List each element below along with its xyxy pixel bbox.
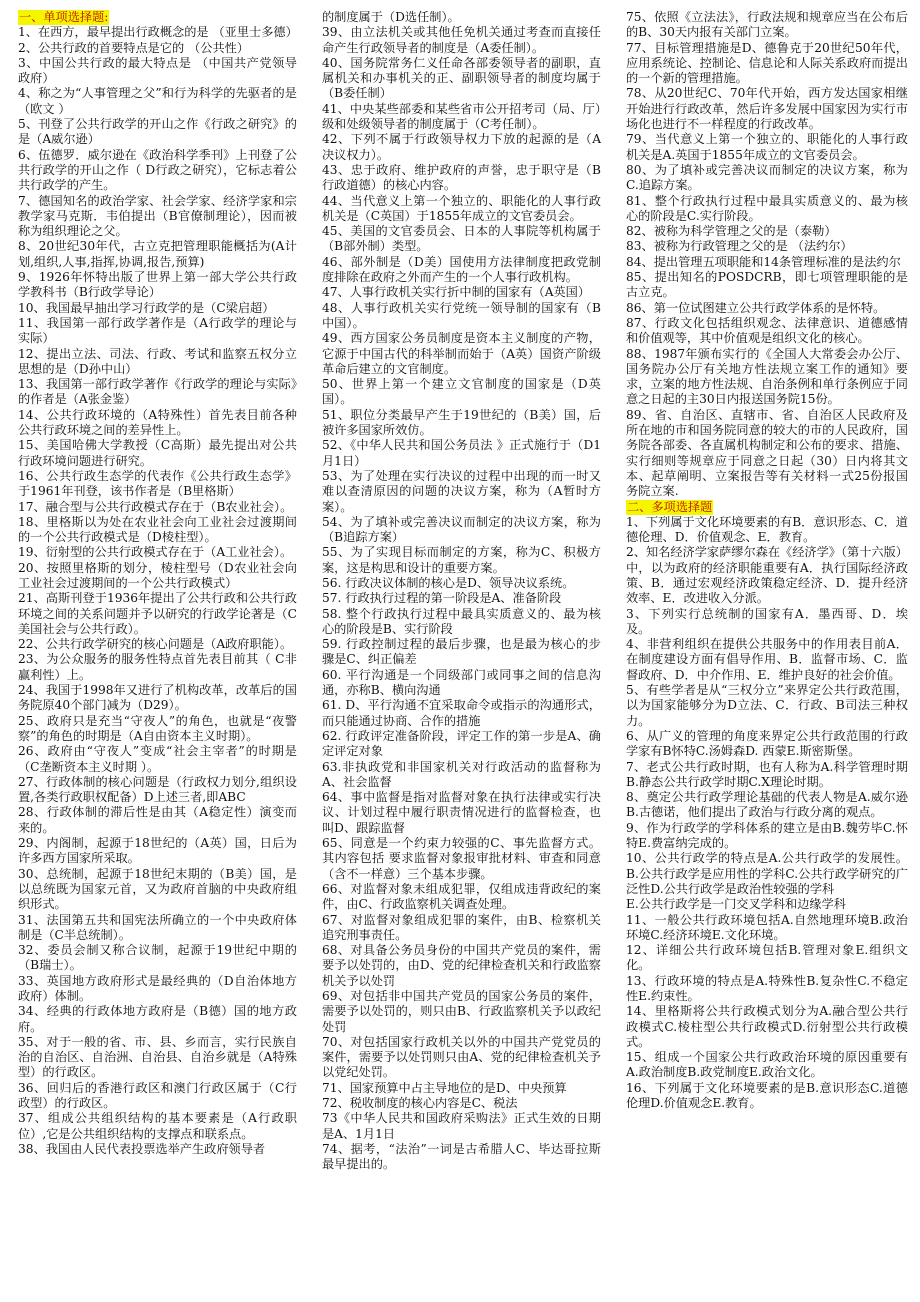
question-item: 12、详细公共行政环境包括B.管理对象E.组织文化。 (626, 943, 908, 973)
question-item: 4、称之为“人事管理之父”和行为科学的先驱者的是 （欧文 ） (18, 86, 297, 116)
question-item: 81、整个行政执行过程中最具实质意义的、最为核心的阶段是C.实行阶段。 (626, 193, 908, 223)
question-item: 21、高斯刊登于1936年提出了公共行政和公共行政环境之间的关系问题并予以研究的行政学论著是（C美国社会与公共行政）。 (18, 591, 297, 636)
question-item: 33、英国地方政府形式是最经典的（D自治体地方政府）体制。 (18, 973, 297, 1003)
section-heading (626, 500, 908, 515)
question-item: 11、一般公共行政环境包括A.自然地理环境B.政治环境C.经济环境E.文化环境。 (626, 912, 908, 942)
question-item: 67、对监督对象组成犯罪的案件，由B、检察机关追究刑事责任。 (322, 912, 601, 942)
question-item: 37、组成公共组织结构的基本要素是（A行政职位）,它是公共组织结构的支撑点和联系点。 (18, 1111, 297, 1141)
question-item: 77、目标管理措施是D、德鲁克于20世纪50年代，应用系统论、控制论、信息论和人际关系政府而提出的一个新的管理措施。 (626, 40, 908, 86)
question-item: 54、为了填补或完善决议而制定的决议方案，称为（B追踪方案） (322, 514, 601, 545)
column-3 (626, 10, 908, 1111)
question-item: 80、为了填补或完善决议而制定的决议方案，称为C.追踪方案。 (626, 162, 908, 193)
question-item: 13、行政环境的特点是A.特殊性B.复杂性C.不稳定性E.约束性。 (626, 973, 908, 1003)
question-item: 88、1987年颁布实行的《全国人大常委会办公厅、国务院办公厅有关地方性法规立案工作的通知》要求，立案的地方性法规、自治条例和单行条例应于同意之日起的主30日内报送国务院15份。 (626, 346, 908, 407)
question-item: E.公共行政学是一门交叉学科和边缘学科 (626, 897, 846, 912)
question-item: 43、忠于政府、维护政府的声誉，忠于职守是（B行政道德）的核心内容。 (322, 162, 601, 193)
question-item: 10、公共行政学的特点是A.公共行政学的发展性。B.公共行政学是应用性的学科C.公共行政学研究的广泛性D.公共行政学是政治性较强的学科 (626, 851, 908, 896)
question-item: 19、衍射型的公共行政模式存在于（A工业社会）。 (18, 545, 293, 560)
question-item: 66、对监督对象未组成犯罪，仅组成违背政纪的案件，由C、行政监察机关调查处理。 (322, 881, 601, 912)
question-item: 26、政府由“守夜人”变成“社会主宰者”的时期是（C垄断资本主义时期 ）。 (18, 744, 297, 774)
question-item: 29、内阁制，起源于18世纪的（A英）国，日后为许多西方国家所采取。 (18, 836, 297, 866)
question-item: 32、委员会制又称合议制，起源于19世纪中期的（B瑞士）。 (18, 943, 297, 973)
question-item: 56. 行政决议体制的核心是D、领导决议系统。 (322, 575, 575, 590)
question-item: 31、法国第五共和国宪法所确立的一个中央政府体制是（C半总统制）。 (18, 912, 297, 942)
question-item: 52、《中华人民共和国公务员法 》正式施行于（D1月1日） (322, 438, 601, 468)
question-item: 72、税收制度的核心内容是C、税法 (322, 1096, 518, 1111)
question-item: 82、被称为科学管理之父的是（泰勒） (626, 224, 837, 239)
question-item: 50、世界上第一个建立文官制度的国家是（D英国）。 (322, 377, 601, 407)
question-item: 71、国家预算中占主导地位的是D、中央预算 (322, 1080, 567, 1095)
column-2 (322, 10, 601, 1173)
section-heading-label: 一、单项选择题: (19, 10, 109, 24)
question-item: 62. 行政评定准备阶段，评定工作的第一步是A、确定评定对象 (322, 728, 601, 759)
question-item: 73《中华人民共和国政府采购法》正式生效的日期是A、1月1日 (322, 1111, 601, 1141)
column-1 (18, 10, 297, 1157)
question-item: 59. 行政控制过程的最后步骤，也是最为核心的步骤是C、纠正偏差 (322, 637, 601, 667)
question-item: 53、为了处理在实行决议的过程中出现的而一时又难以查清原因的问题的决议方案，称为（A暂时方案）。 (322, 468, 601, 514)
question-item: 58. 整个行政执行过程中最具实质意义的、最为核心的阶段是B、实行阶段 (322, 606, 601, 636)
question-item: 9、作为行政学的学科体系的建立是由B.魏劳毕C.怀特E.费富纳完成的。 (626, 820, 908, 851)
question-item: 84、提出管理五项职能和14条管理标准的是法约尔 (626, 254, 901, 269)
question-item: 24、我国于1998年又进行了机构改革，改革后的国务院原40个部门减为（D29）。 (18, 683, 297, 713)
question-item: 7、老式公共行政时期，也有人称为A.科学管理时期B.静态公共行政学时期C.X理论时期。 (626, 759, 908, 789)
question-item: 7、德国知名的政治学家、社会学家、经济学家和宗教学家马克斯．韦伯提出（B官僚制理论），因而被称为组织理论之父。 (18, 193, 297, 239)
question-item: 22、公共行政学研究的核心问题是（A政府职能）。 (18, 637, 293, 652)
question-item: 55、为了实现目标而制定的方案，称为C、积极方案，这是构思和设计的重要方案。 (322, 545, 601, 575)
question-item: 28、行政体制的滞后性是由其（A稳定性）演变而来的。 (18, 805, 297, 835)
question-item: 83、被称为行政管理之父的是 （法约尔） (626, 239, 853, 254)
question-item: 25、政府只是充当“守夜人”的角色，也就是“夜警察”的角色的时期是（A自由资本主义时期）。 (18, 713, 297, 743)
question-item: 60. 平行沟通是一个同级部门或同事之间的信息沟通，亦称B、横向沟通 (322, 667, 601, 698)
question-item: 8、20世纪30年代，古立克把管理职能概括为(A计划,组织,人事,指挥,协调,报告,预算) (18, 239, 297, 269)
section-heading-label: 二、多项选择题 (627, 499, 713, 514)
question-item: 39、由立法机关或其他任免机关通过考查而直接任命产生行政领导者的制度是（A委任制）。 (322, 25, 601, 55)
question-item: 48、人事行政机关实行党统一领导制的国家有（B中国）。 (322, 300, 601, 330)
section-heading (18, 10, 297, 25)
question-item: 45、美国的文官委员会、日本的人事院等机构属于（B部外制）类型。 (322, 224, 601, 254)
question-item: 4、非营利组织在提供公共服务中的作用表目前A．在制度建设方面有倡导作用、B．监督市场、C．监督政府、D．中介作用、E．维护良好的社会价值。 (626, 637, 908, 682)
question-item: 65、同意是一个约束力较强的C、事先监督方式。其内容包括 要求监督对象报审批材料、审查和同意（含不一样意）三个基本步骤。 (322, 836, 601, 881)
question-item: 12、提出立法、司法、行政、考试和监察五权分立思想的是（D孙中山） (18, 346, 297, 376)
question-item: 9、1926年怀特出版了世界上第一部大学公共行政学教科书（B行政学导论） (18, 270, 297, 300)
question-item: 89、省、自治区、直辖市、省、自治区人民政府及所在地的市和国务院同意的较大的市的人民政府，国务院各部委、各直属机构制定和公布的要求、措施、实行细则等规章应于同意之日起（30）日内将其文本、起草阐明、立案报告等有关材料一式25份报国务院立案. (626, 407, 908, 499)
question-item: 69、对包括非中国共产党员的国家公务员的案件，需要予以处罚的，则只由B、行政监察机关予以政纪处罚 (322, 989, 601, 1034)
question-item: 34、经典的行政体地方政府是（B德）国的地方政府。 (18, 1004, 297, 1034)
question-item: 14、公共行政环境的（A特殊性）首先表目前各种公共行政环境之间的差异性上。 (18, 407, 297, 438)
question-item: 的制度属于（D选任制）。 (322, 10, 460, 24)
question-item: 68、对具备公务员身份的中国共产党员的案件，需要予以处罚的，由D、党的纪律检查机关和行政监察机关予以处罚 (322, 943, 601, 988)
question-item: 16、下列属于文化环境要素的是B.意识形态C.道德伦理D.价值观念E.教育。 (626, 1080, 908, 1111)
question-item: 64、事中监督是指对监督对象在执行法律或实行决议、计划过程中履行职责情况进行的监督检查，也叫D、跟踪监督 (322, 790, 601, 835)
question-item: 20、按照里格斯的划分，棱柱型号（D农业社会向工业社会过渡期间的一个公共行政模式） (18, 560, 297, 590)
question-item: 49、西方国家公务员制度是资本主义制度的产物，它源于中国古代的科举制而始于（A英）国资产阶级革命后建立的文官制度。 (322, 331, 601, 376)
question-item: 8、奠定公共行政学理论基础的代表人物是A.威尔逊B.古德诺，他们提出了政治与行政分离的观点。 (626, 790, 908, 820)
question-item: 78、从20世纪C、70年代开始，西方发达国家相继开始进行行政改革，然后许多发展中国家因为实行市场化也进行不一样程度的行政改革。 (626, 86, 908, 132)
question-item: 36、回归后的香港行政区和澳门行政区属于（C行政型）的行政区。 (18, 1080, 297, 1111)
question-item: 1、下列属于文化环境要素的有B．意识形态、C．道德伦理、D．价值观念、E．教育。 (626, 514, 908, 545)
question-item: 13、我国第一部行政学著作《行政学的理论与实际》的作者是（A张金鉴） (18, 377, 297, 407)
question-item: 15、组成一个国家公共行政政治环境的原因重要有A.政治制度B.政党制度E.政治文化。 (626, 1050, 908, 1080)
question-item: 17、融合型与公共行政模式存在于（B农业社会）。 (18, 499, 293, 514)
question-item: 46、部外制是（D美）国使用方法律制度把政党制度排除在政府之外而产生的一个人事行政机构。 (322, 254, 601, 285)
question-item: 5、有些学者是从“三权分立”来界定公共行政范围，以为国家能够分为D立法、C．行政、B司法三种权力。 (626, 683, 908, 728)
question-item: 61. D、平行沟通不宜采取命令或指示的沟通形式，而只能通过协商、合作的措施 (322, 698, 601, 728)
question-item: 14、里格斯将公共行政模式划分为A.融合型公共行政模式C.棱柱型公共行政模式D.衍射型公共行政模式。 (626, 1004, 908, 1049)
question-item: 75、依照《立法法》，行政法规和规章应当在公布后的B、30天内报有关部门立案。 (626, 10, 908, 40)
question-item: 86、第一位试图建立公共行政学体系的是怀特。 (626, 300, 886, 315)
question-item: 42、下列不属于行政领导权力下放的起源的是（A决议权力）。 (322, 132, 601, 162)
question-item: 70、对包括国家行政机关以外的中国共产党党员的案件，需要予以处罚则只由A、党的纪律检查机关予以党纪处罚。 (322, 1034, 601, 1080)
question-item: 35、对于一般的省、市、县、乡而言，实行民族自治的自治区、自治洲、自治县、自治乡就是（A特殊型）的行政区。 (18, 1034, 297, 1080)
question-item: 2、公共行政的首要特点是它的 （公共性） (18, 40, 250, 55)
question-item: 87、行政文化包括组织观念、法律意识、道德感情和价值观等，其中价值观是组织文化的核心。 (626, 315, 908, 346)
question-item: 1、在西方，最早提出行政概念的是 （亚里士多德） (18, 25, 298, 40)
question-item: 23、为公众服务的服务性特点首先表目前其（ C非赢利性）上。 (18, 652, 297, 682)
question-item: 2、知名经济学家萨缪尔森在《经济学》（第十六版）中，以为政府的经济职能重要有A．执行国际经济政策、B．通过宏观经济政策稳定经济、D．提升经济效率、E．改进收入分派。 (626, 545, 908, 606)
question-item: 85、提出知名的POSDCRB，即七项管理职能的是古立克。 (626, 270, 908, 300)
question-item: 44、当代意义上第一个独立的、职能化的人事行政机关是（C英国）于1855年成立的文官委员会。 (322, 193, 601, 223)
question-item: 6、从广义的管理的角度来界定公共行政范围的行政学家有B怀特C.汤姆森D. 西蒙E.斯密斯堡。 (626, 728, 908, 759)
question-item: 10、我国最早抽出学习行政学的是（C梁启超） (18, 300, 275, 315)
question-item: 16、公共行政生态学的代表作《公共行政生态学》于1961年刊登，该书作者是（B里格斯） (18, 468, 297, 499)
question-item: 38、我国由人民代表投票选举产生政府领导者 (18, 1141, 266, 1156)
question-item: 74、据考，“法治”一词是古希腊人C、毕达哥拉斯最早提出的。 (322, 1141, 601, 1172)
question-item: 15、美国哈佛大学教授（C高斯）最先提出对公共行政环境问题进行研究。 (18, 438, 297, 468)
question-item: 5、刊登了公共行政学的开山之作《行政之研究》的是（A威尔逊） (18, 117, 297, 147)
question-item: 6、伍德罗．威尔逊在《政治科学季刊》上刊登了公共行政学的开山之作（ D行政之研究），它标志着公共行政学的产生。 (18, 147, 297, 193)
question-item: 40、国务院常务仁义任命各部委领导者的副职，直属机关和办事机关的正、副职领导者的制度均属于（B委任制） (322, 55, 601, 101)
question-item: 51、职位分类最早产生于19世纪的（B美）国，后被许多国家所效仿。 (322, 407, 601, 438)
question-item: 3、下列实行总统制的国家有A．墨西哥、D．埃及。 (626, 606, 908, 636)
question-item: 41、中央某些部委和某些省市公开招考司（局、厅）级和处级领导者的制度属于（C考任制）。 (322, 101, 601, 132)
question-item: 3、中国公共行政的最大特点是 （中国共产党领导政府） (18, 55, 297, 86)
question-item: 27、行政体制的核心问题是（行政权力划分,组织设置,各类行政职权配备）D上述三者,即ABC (18, 774, 297, 805)
question-item: 47、人事行政机关实行折中制的国家有（A英国） (322, 285, 591, 300)
question-item: 18、里格斯以为处在农业社会向工业社会过渡期间的一个公共行政模式是（D棱柱型）。 (18, 514, 297, 545)
question-item: 63.非执政党和非国家机关对行政活动的监督称为A、社会监督 (322, 759, 601, 789)
question-item: 30、总统制，起源于18世纪末期的（B美）国，是以总统既为国家元首，又为政府首脑的中央政府组织形式。 (18, 866, 297, 912)
question-item: 11、我国第一部行政学著作是（A行政学的理论与实际） (18, 315, 297, 346)
question-item: 57. 行政执行过程的第一阶段是A、准备阶段 (322, 591, 562, 606)
question-item: 79、当代意义上第一个独立的、职能化的人事行政机关是A.英国于1855年成立的文官委员会。 (626, 132, 908, 162)
